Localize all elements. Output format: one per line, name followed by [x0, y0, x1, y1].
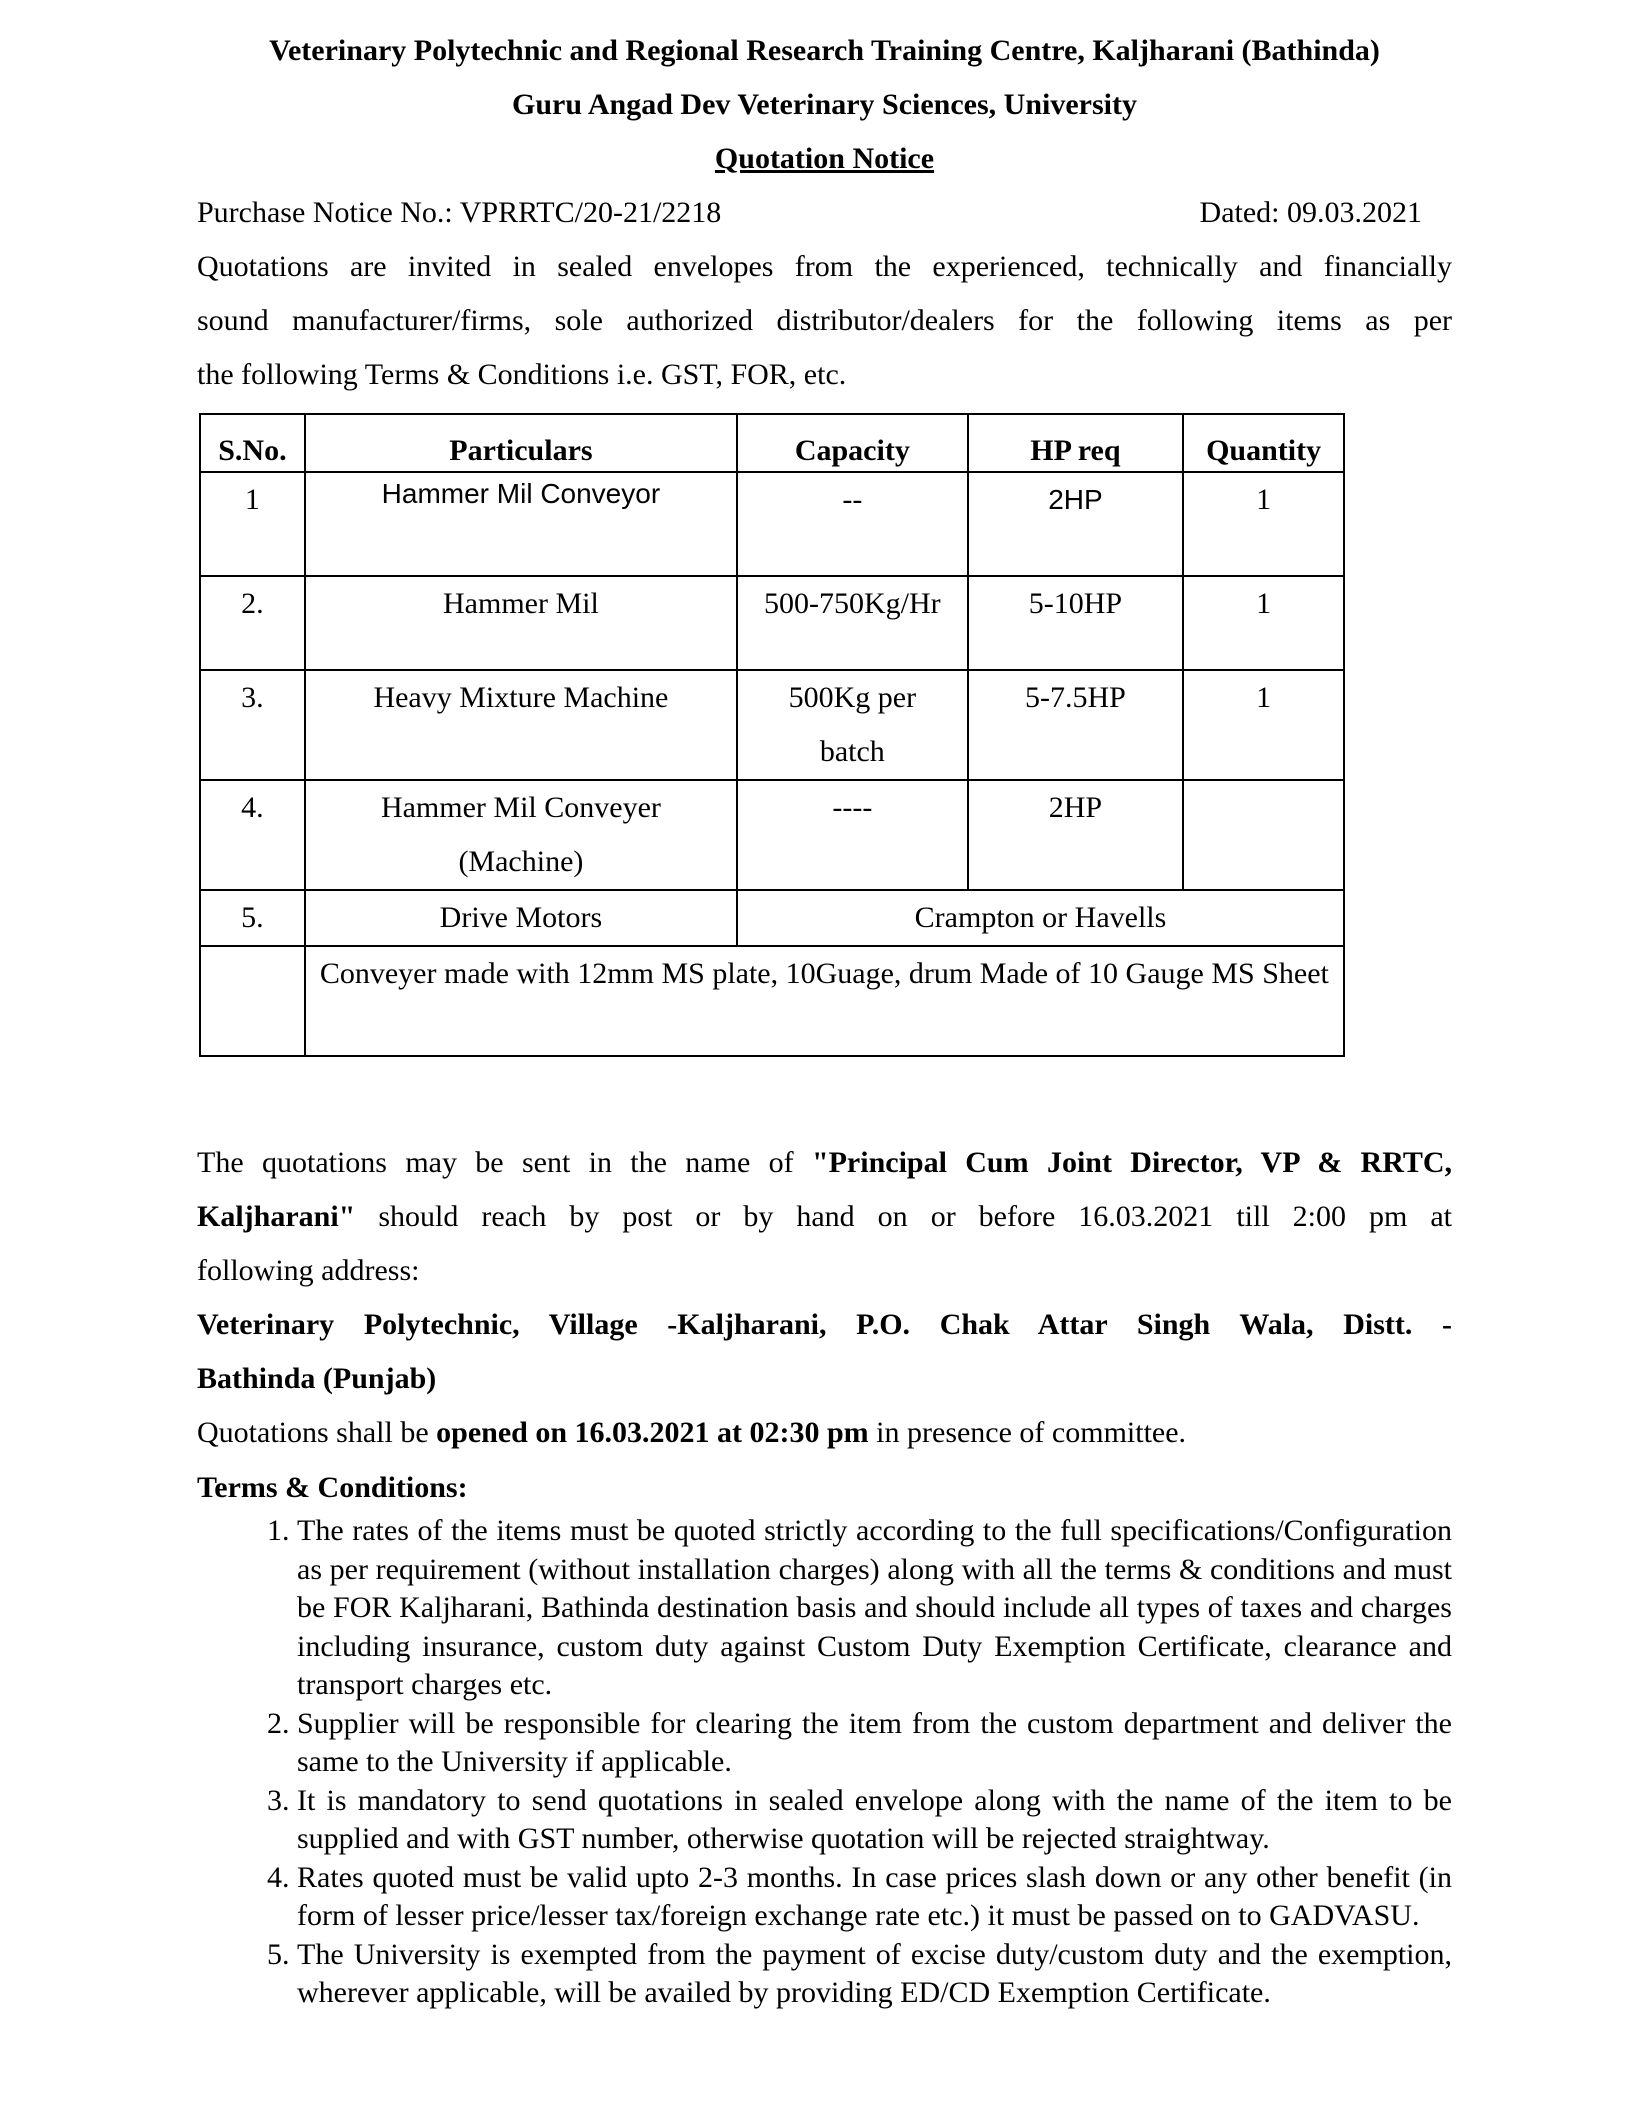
address-line-1: Veterinary Polytechnic, Village -Kaljharani, P.O. Chak Attar Singh Wala, Distt. - — [197, 1308, 1452, 1341]
cell-particulars: Hammer Mil — [305, 576, 737, 670]
cell-particulars: Drive Motors — [305, 890, 737, 946]
terms-title: Terms & Conditions: — [197, 1471, 468, 1504]
send-line-1 — [197, 1145, 1452, 1181]
cell-hp: 2HP — [968, 780, 1183, 890]
institution-name: Veterinary Polytechnic and Regional Research Training Centre, Kaljharani (Bathinda) — [269, 34, 1380, 67]
table-note-row — [200, 946, 1344, 1056]
header-quantity: Quantity — [1183, 414, 1344, 472]
intro-line-1: Quotations are invited in sealed envelopes from the experienced, technically and financially — [197, 250, 1452, 283]
cell-note: Conveyer made with 12mm MS plate, 10Guage, drum Made of 10 Gauge MS Sheet — [305, 946, 1344, 1056]
table-row — [200, 780, 1344, 890]
cell-quantity: 1 — [1183, 670, 1344, 780]
list-item: 4. Rates quoted must be valid upto 2-3 months. In case prices slash down or any other benefit (in form of lesser price/lesser tax/foreign exchange rate etc.) it must be passed on to GADVASU. — [297, 1859, 1452, 1936]
items-table — [199, 413, 1345, 1057]
header-particulars: Particulars — [305, 414, 737, 472]
cell-particulars: Heavy Mixture Machine — [305, 670, 737, 780]
table-header-row — [200, 414, 1344, 472]
notice-line — [197, 195, 1452, 231]
cell-capacity: 500-750Kg/Hr — [737, 576, 968, 670]
cell-capacity: ---- — [737, 780, 968, 890]
intro-line-2: sound manufacturer/firms, sole authorized distributor/dealers for the following items as per — [197, 304, 1452, 337]
opening-date: opened on 16.03.2021 at 02:30 pm — [436, 1416, 869, 1449]
table-row — [200, 670, 1344, 780]
cell-sno: 2. — [200, 576, 305, 670]
cell-quantity: 1 — [1183, 472, 1344, 576]
intro-line-3: the following Terms & Conditions i.e. GST, FOR, etc. — [197, 358, 847, 391]
cell-capacity: -- — [737, 472, 968, 576]
cell-particulars: Hammer Mil Conveyer (Machine) — [305, 780, 737, 890]
cell-hp: 2HP — [968, 472, 1183, 576]
cell-make: Crampton or Havells — [737, 890, 1344, 946]
document-title: Quotation Notice — [714, 142, 935, 175]
header-sno: S.No. — [200, 414, 305, 472]
cell-particulars: Hammer Mil Conveyor — [305, 472, 737, 576]
address-line-2: Bathinda (Punjab) — [197, 1362, 437, 1395]
addressee-name: "Principal Cum Joint Director, VP & RRTC, — [811, 1146, 1452, 1179]
opening-pre: Quotations shall be — [197, 1416, 429, 1449]
list-item: 3. It is mandatory to send quotations in sealed envelope along with the name of the item to be supplied and with GST number, otherwise quotation will be rejected straightway. — [297, 1782, 1452, 1859]
deadline-text: should reach by post or by hand on or before 16.03.2021 till 2:00 pm at — [378, 1200, 1452, 1233]
university-name: Guru Angad Dev Veterinary Sciences, University — [512, 88, 1137, 121]
table-row — [200, 472, 1344, 576]
notice-number: Purchase Notice No.: VPRRTC/20-21/2218 — [197, 196, 722, 229]
terms-list — [197, 1512, 1452, 2013]
header-capacity: Capacity — [737, 414, 968, 472]
cell-hp: 5-10HP — [968, 576, 1183, 670]
list-item: 1. The rates of the items must be quoted strictly according to the full specifications/Configuration as per requirement (without installation charges) along with all the terms & conditions and must be FOR Kaljharani, Bathinda destination basis and should include all types of taxes and charges including insurance, custom duty against Custom Duty Exemption Certificate, clearance and transport charges etc. — [297, 1512, 1452, 1705]
cell-hp: 5-7.5HP — [968, 670, 1183, 780]
opening-post: in presence of committee. — [876, 1416, 1187, 1449]
header-hp: HP req — [968, 414, 1183, 472]
send-text: The quotations may be sent in the name of — [197, 1146, 794, 1179]
send-line-3: following address: — [197, 1254, 420, 1287]
send-line-2 — [197, 1199, 1452, 1235]
cell-capacity: 500Kg per batch — [737, 670, 968, 780]
cell-sno: 4. — [200, 780, 305, 890]
addressee-place: Kaljharani" — [197, 1200, 356, 1233]
cell-empty — [200, 946, 305, 1056]
cell-quantity — [1183, 780, 1344, 890]
cell-sno: 5. — [200, 890, 305, 946]
cell-sno: 3. — [200, 670, 305, 780]
cell-sno: 1 — [200, 472, 305, 576]
list-item: 2. Supplier will be responsible for clearing the item from the custom department and deliver the same to the University if applicable. — [297, 1705, 1452, 1782]
opening-line — [197, 1415, 1452, 1451]
cell-quantity: 1 — [1183, 576, 1344, 670]
table-row — [200, 576, 1344, 670]
list-item: 5. The University is exempted from the payment of excise duty/custom duty and the exemption, wherever applicable, will be availed by providing ED/CD Exemption Certificate. — [297, 1936, 1452, 2013]
table-row — [200, 890, 1344, 946]
notice-date: Dated: 09.03.2021 — [1199, 196, 1422, 229]
